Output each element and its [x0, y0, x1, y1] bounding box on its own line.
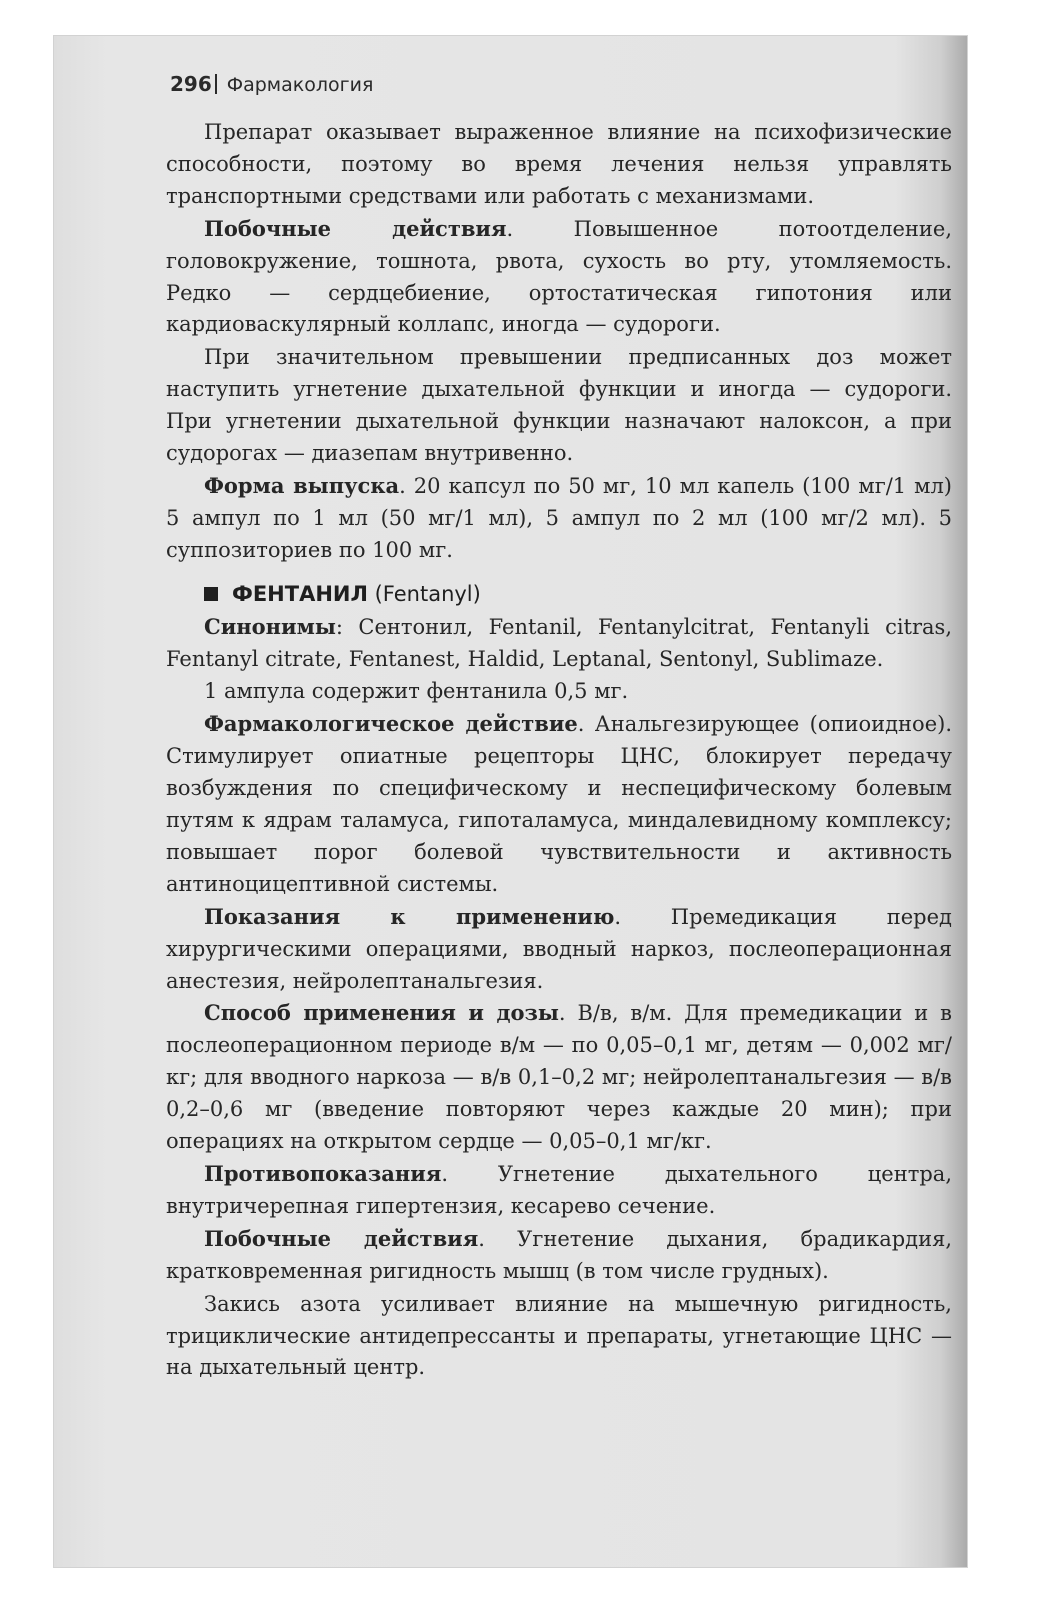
header-divider	[215, 74, 217, 94]
paragraph	[166, 470, 952, 567]
square-bullet-icon	[204, 587, 218, 601]
paragraph-lead: Синонимы	[204, 613, 336, 639]
paragraph-lead: Способ применения и дозы	[204, 1000, 559, 1026]
paragraph	[166, 901, 952, 998]
body-text	[166, 116, 952, 1384]
paragraph-text: . Угнетение дыхания, брадикардия, кратковременная ригидность мышц (в том числе грудных).	[166, 1226, 953, 1283]
paragraph-text: : Сентонил, Fentanil, Fentanylcitrat, Fentanyli citras, Fentanyl citrate, Fentanest, Haldid, Leptanal, Sentonyl, Sublimaze.	[166, 614, 952, 671]
paragraph-text: . Премедикация перед хирургическими операциями, вводный наркоз, послеоперационная анестезия, нейролептанальгезия.	[166, 904, 952, 993]
paragraph	[166, 341, 952, 470]
paragraph	[166, 1288, 952, 1385]
paragraph	[166, 116, 952, 213]
paragraph-lead: Показания к применению	[204, 903, 615, 929]
paragraph-text: . Угнетение дыхательного центра, внутричерепная гипертензия, кесарево сечение.	[166, 1162, 952, 1218]
paragraph	[166, 1223, 952, 1288]
paragraph-text: . В/в, в/м. Для премедикации и в послеоперационном периоде в/м — по 0,05–0,1 мг, детям — 0,002 мг/кг; для вводного наркоза — в/в 0,1–0,2 мг; нейролептанальгезия — в/в 0,2–0,6 мг (введение повторяют через каждые 20 мин); при операциях на открытом сердце — 0,05–0,1 мг/кг.	[166, 1001, 953, 1154]
paragraph-lead: Побочные действия	[204, 1225, 479, 1251]
running-header	[170, 72, 373, 102]
paragraph-lead: Фармакологическое действие	[204, 711, 578, 737]
drug-name: ФЕНТАНИЛ	[232, 581, 368, 606]
drug-name-latin: (Fentanyl)	[374, 581, 481, 606]
paragraph-lead: Побочные действия	[204, 215, 507, 241]
paragraph-text: Закись азота усиливает влияние на мышечную ригидность, трициклические антидепрессанты и препараты, угнетающие ЦНС — на дыхательный центр.	[166, 1291, 952, 1380]
drug-heading	[166, 579, 952, 611]
paragraph-text: Препарат оказывает выраженное влияние на психофизические способности, поэтому во время лечения нельзя управлять транспортными средствами или работать с механизмами.	[166, 120, 952, 208]
paragraph-text: . 20 капсул по 50 мг, 10 мл капель (100 мг/1 мл) 5 ампул по 1 мл (50 мг/1 мл), 5 ампул по 2 мл (100 мг/2 мл). 5 суппозиториев по 100 мг.	[166, 473, 952, 562]
paragraph	[166, 708, 952, 900]
section-title: Фармакология	[226, 74, 374, 96]
paragraph	[166, 1158, 952, 1223]
paragraph-text: . Повышенное потоотделение, головокружение, тошнота, рвота, сухость во рту, утомляемость. Редко — сердцебиение, ортостатическая гипотония или кардиоваскулярный коллапс, иногда — судороги.	[166, 216, 952, 337]
paragraph-lead: Противопоказания	[204, 1161, 442, 1186]
paragraph	[166, 997, 952, 1158]
page-number: 296	[170, 72, 212, 96]
paragraph	[166, 675, 952, 708]
paragraph-text: 1 ампула содержит фентанила 0,5 мг.	[204, 679, 629, 704]
paragraph-text: . Анальгезирующее (опиоидное). Стимулирует опиатные рецепторы ЦНС, блокирует передачу возбуждения по специфическому и неспецифическому болевым путям к ядрам таламуса, гипоталамуса, миндалевидному комплексу; повышает порог болевой чувствительности и активность антиноцицептивной системы.	[166, 712, 952, 896]
paragraph	[166, 611, 952, 676]
paragraph-lead: Форма выпуска	[204, 472, 400, 498]
paragraph	[166, 213, 952, 342]
paragraph-text: При значительном превышении предписанных доз может наступить угнетение дыхательной функции и иногда — судороги. При угнетении дыхательной функции назначают налоксон, а при судорогах — диазепам внутривенно.	[166, 345, 952, 466]
